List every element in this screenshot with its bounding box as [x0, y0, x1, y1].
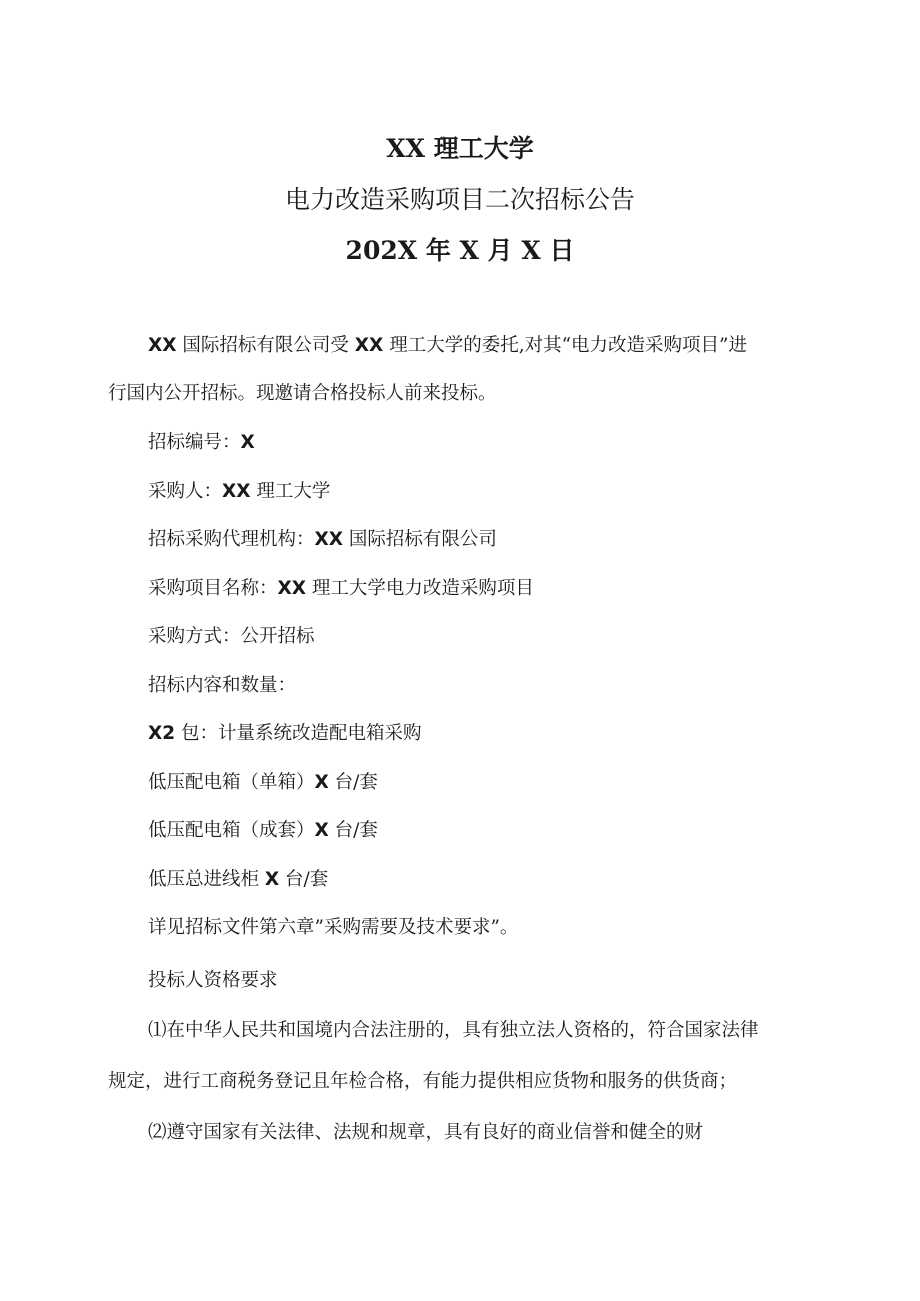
item3-unit: 台/套 [279, 869, 329, 890]
intro-xx: XX [354, 335, 384, 356]
package-rest: 包：计量系统改造配电箱采购 [175, 723, 422, 744]
item1-qty: X [314, 772, 329, 793]
procurement-agency [148, 528, 497, 552]
item2-unit: 台/套 [328, 820, 378, 841]
project-name [148, 577, 534, 601]
tender-number-label: 招标编号： [148, 432, 241, 453]
details-reference: 详见招标文件第六章”采购需要及技术要求”。 [148, 917, 519, 938]
item-single-box [148, 771, 378, 795]
announcement-title: 电力改造采购项目二次招标公告 [284, 185, 635, 214]
purchaser-label: 采购人： [148, 481, 223, 502]
requirement-1-line1: ⑴在中华人民共和国境内合法注册的，具有独立法人资格的，符合国家法律 [148, 1020, 759, 1041]
purchaser [148, 480, 330, 504]
intro-prefix: XX [148, 335, 177, 356]
item2-qty: X [314, 820, 329, 841]
intro-part2: 理工大学的委托,对其“电力改造采购项目”进 [383, 335, 748, 356]
tender-number [148, 431, 255, 455]
qualification-heading: 投标人资格要求 [148, 970, 278, 991]
agency-label: 招标采购代理机构： [148, 529, 315, 550]
procurement-method: 采购方式：公开招标 [148, 626, 315, 647]
package-line [148, 722, 422, 746]
tender-number-value: X [240, 432, 255, 453]
item2-name: 低压配电箱（成套） [148, 820, 315, 841]
purchaser-xx: XX [222, 481, 251, 502]
requirement-1-line2: 规定，进行工商税务登记且年检合格，有能力提供相应货物和服务的供货商； [108, 1071, 738, 1092]
item-incoming-cabinet [148, 868, 328, 892]
item-set-box [148, 819, 378, 843]
item3-qty: X [264, 869, 280, 890]
content-heading: 招标内容和数量： [148, 675, 297, 696]
agency-rest: 国际招标有限公司 [343, 529, 497, 550]
item1-unit: 台/套 [328, 772, 378, 793]
university-title: XX 理工大学 [386, 134, 534, 163]
item1-name: 低压配电箱（单箱） [148, 772, 315, 793]
intro-part1: 国际招标有限公司受 [176, 335, 355, 356]
announcement-date: 202X 年 X 月 X 日 [345, 236, 575, 265]
intro-paragraph-line1 [148, 334, 747, 358]
requirement-2-line1: ⑵遵守国家有关法律、法规和规章，具有良好的商业信誉和健全的财 [148, 1122, 704, 1143]
package-code: X2 [148, 723, 176, 744]
project-rest: 理工大学电力改造采购项目 [306, 578, 534, 599]
agency-xx: XX [314, 529, 344, 550]
item3-name: 低压总进线柜 [148, 869, 265, 890]
intro-paragraph-line2: 行国内公开招标。现邀请合格投标人前来投标。 [108, 383, 497, 404]
purchaser-rest: 理工大学 [250, 481, 331, 502]
project-label: 采购项目名称： [148, 578, 278, 599]
project-xx: XX [277, 578, 307, 599]
